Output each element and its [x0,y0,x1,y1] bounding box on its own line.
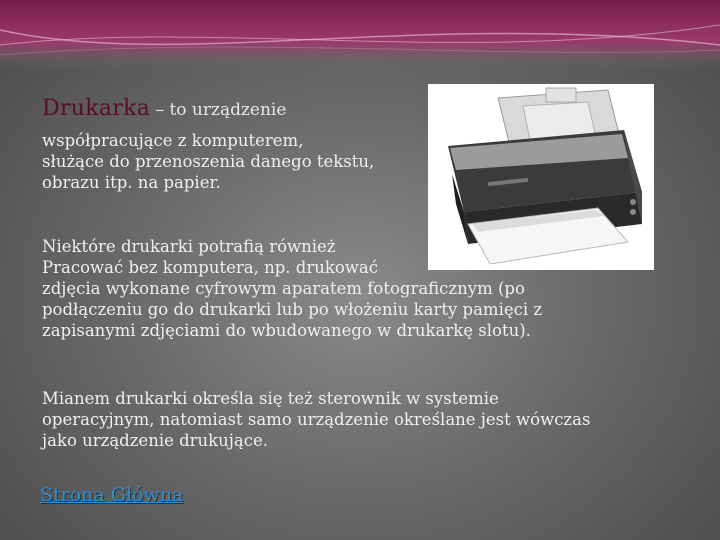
para2-line: Pracować bez komputera, np. drukować [42,258,378,277]
para2-line: podłączeniu go do drukarki lub po włożeniu karty pamięci z [42,300,543,319]
intro-line: współpracujące z komputerem, [42,131,304,150]
decorative-top-band [0,0,720,70]
para3-line: operacyjnym, natomiast samo urządzenie określane jest wówczas [42,410,591,429]
second-paragraph [42,236,542,341]
para3-line: Mianem drukarki określa się też sterownik w systemie [42,389,499,408]
title-word: Drukarka [42,96,151,121]
home-link[interactable]: Strona Główna [40,484,184,506]
third-paragraph [42,388,590,451]
title-rest: – to urządzenie [155,100,287,120]
para3-line: jako urządzenie drukujące. [42,431,269,450]
intro-line: służące do przenoszenia danego tekstu, [42,152,375,171]
intro-paragraph [42,130,374,193]
slide-title [42,96,286,121]
para2-line: Niektóre drukarki potrafią również [42,237,336,256]
para2-line: zdjęcia wykonane cyfrowym aparatem fotograficznym (po [42,279,525,298]
intro-line: obrazu itp. na papier. [42,173,221,192]
para2-line: zapisanymi zdjęciami do wbudowanego w drukarkę slotu). [42,321,531,340]
